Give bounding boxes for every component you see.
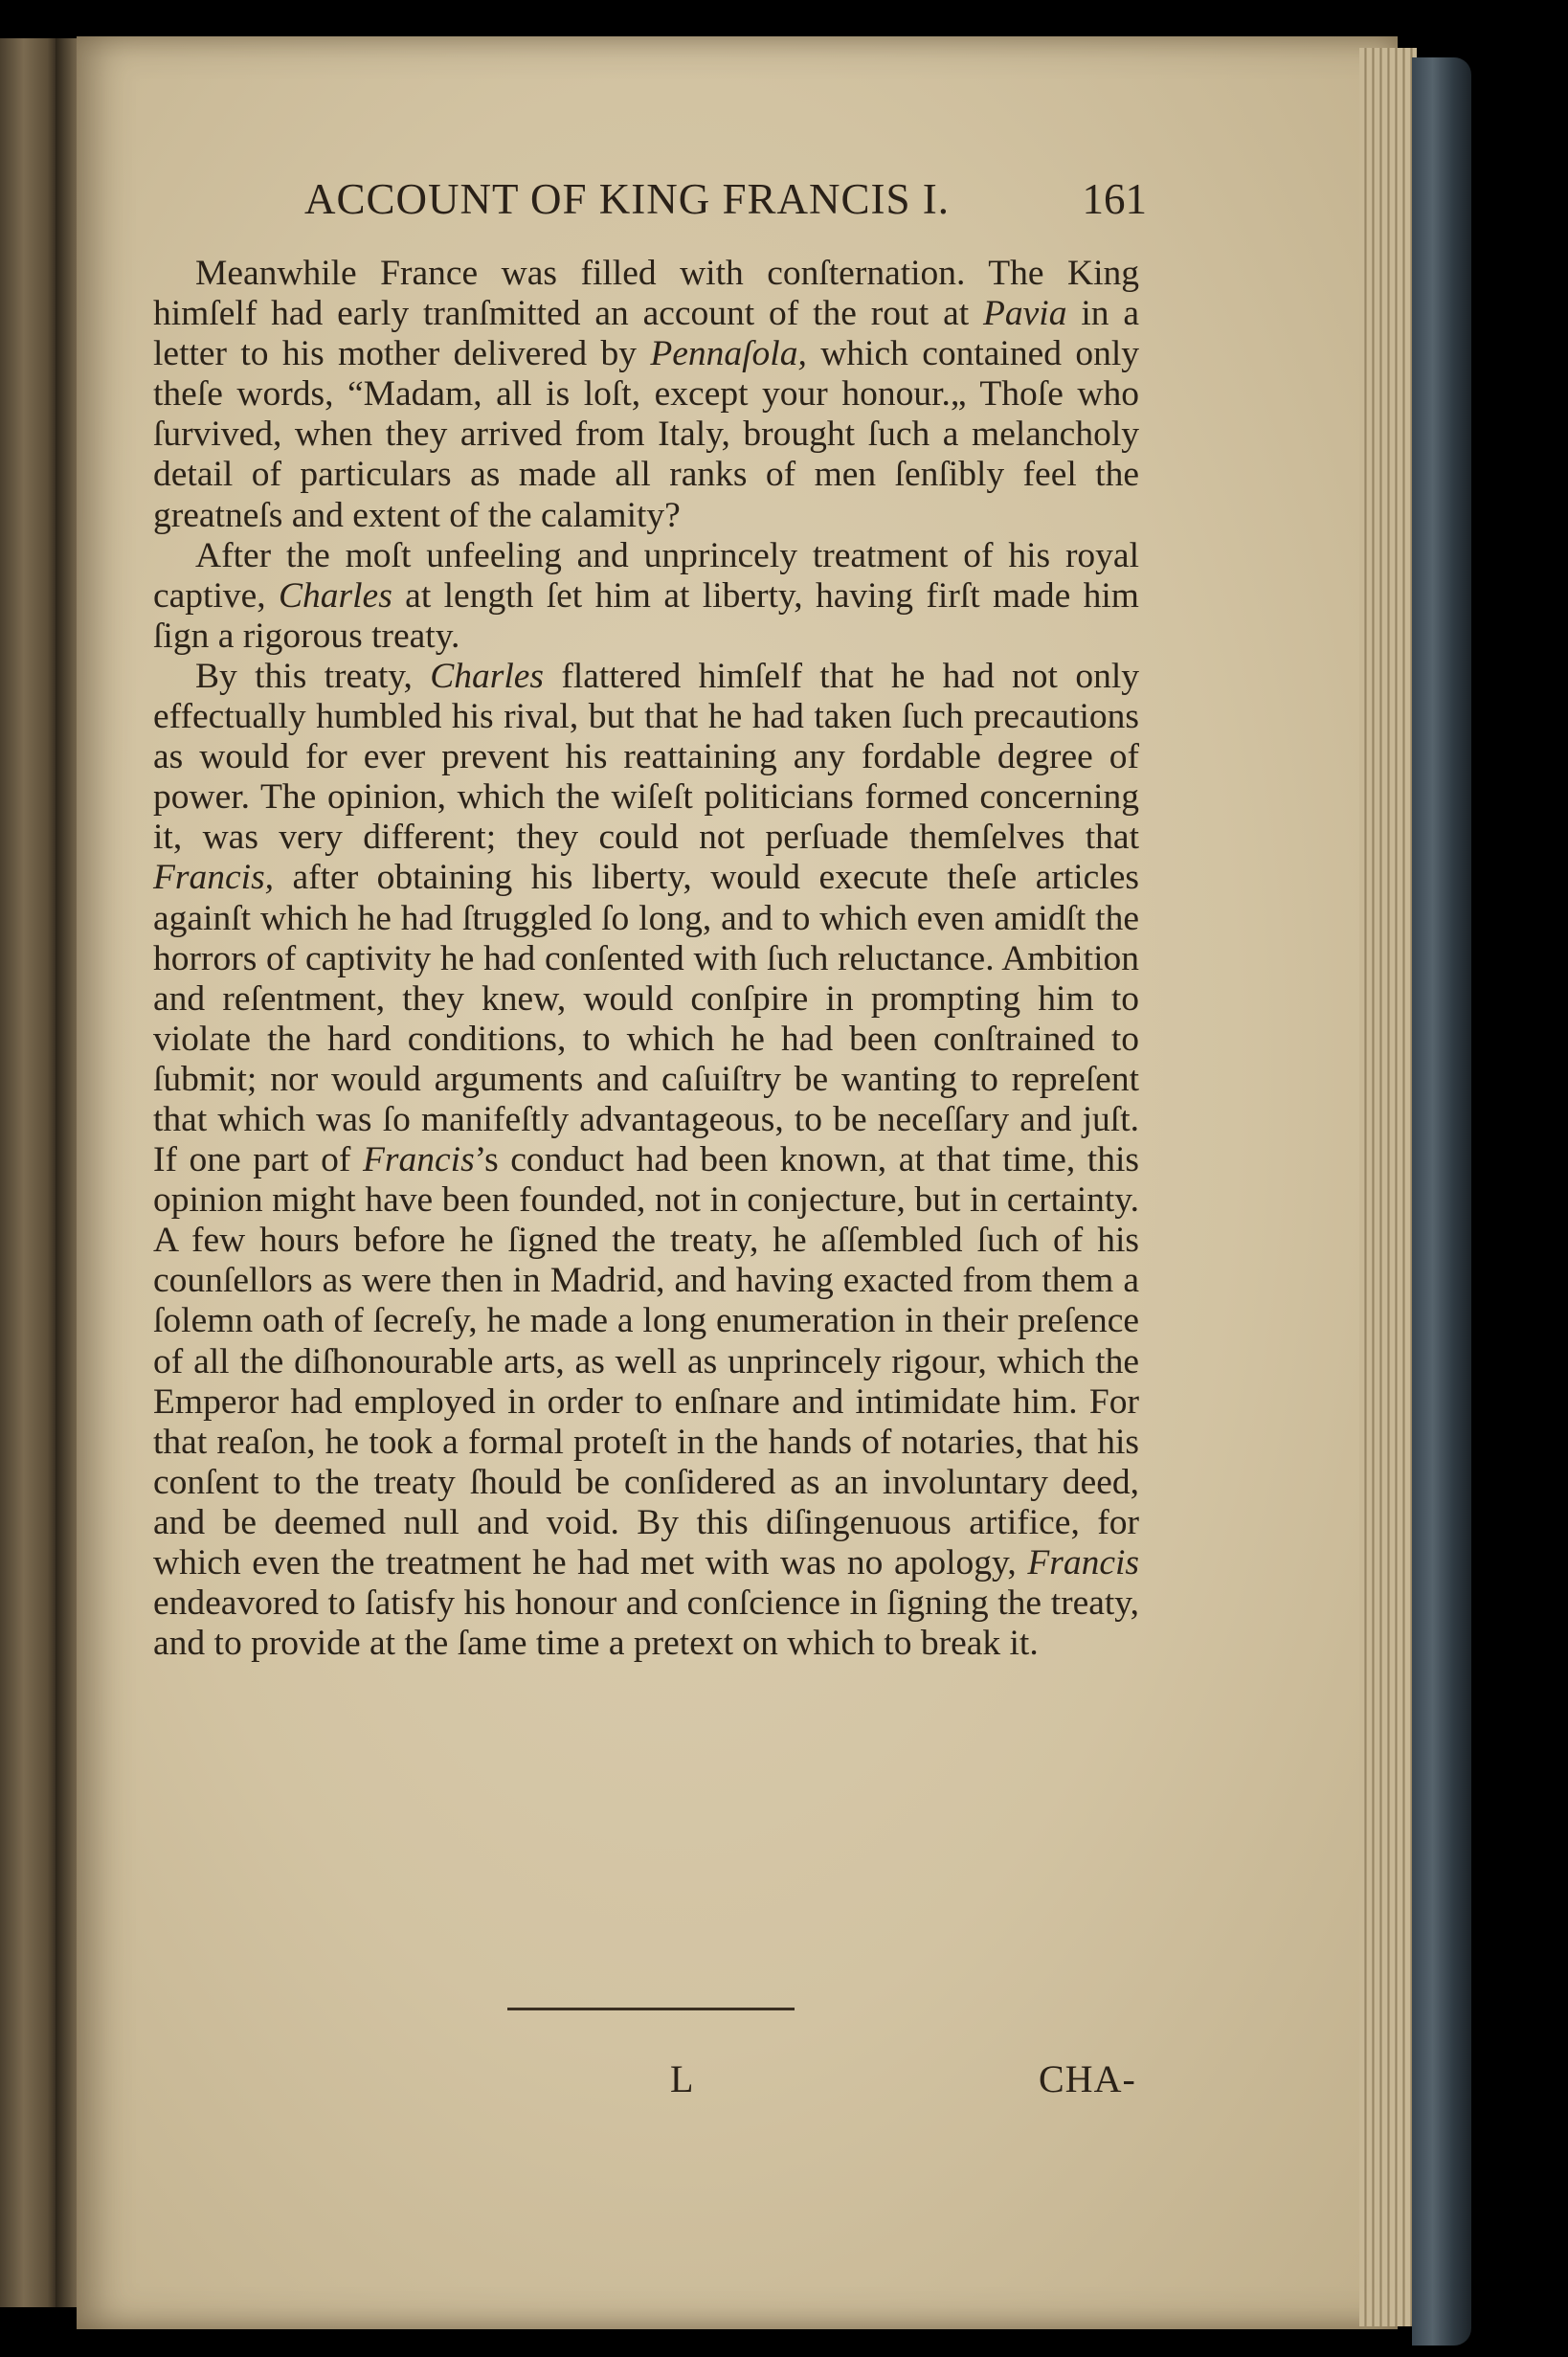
catchword: CHA- [1039,2057,1136,2100]
text-run: By this treaty, [195,656,431,696]
italic-name: Charles [279,575,392,616]
text-run: After the moſt unfeeling and unprincely treatment of his royal captive, [153,535,1139,616]
text-run: ’s conduct had been known, at that time, this opinion might have been founded, not in conjecture, but in certainty. A few hours before he ſigned the treaty, he aſſembled ſuch of his counſellors as were then in Madrid, and having exacted from them a ſolemn oath of ſecreſy, he made a long enumeration in their preſence of all the diſhonourable arts, as well as unprincely rigour, which the Emperor had employed in order to enſnare and intimidate him. For that reaſon, he took a formal proteſt in the hands of notaries, that his conſent to the treaty ſhould be conſidered as an involuntary deed, and be deemed null and void. By this diſingenuous artifice, for which even the treatment he had met with was no apology, [153,1140,1139,1583]
italic-name: Pavia [982,294,1067,334]
italic-name: Francis [1027,1543,1139,1583]
body-text [153,254,1139,1664]
text-run: which contained only theſe words, “Madam, all is loſt, except your honour.„ Thoſe who ſurvived, when they arrived from Italy, brought ſuch a melancholy detail of particulars as made all ranks of men ſenſibly feel the greatneſs and extent of the calamity? [153,334,1139,535]
italic-name: Charles [430,656,545,696]
book-cover [1412,57,1471,2346]
running-title: ACCOUNT OF KING FRANCIS I. [304,175,950,223]
italic-name: Francis, [153,858,275,898]
page-number: 161 [1082,175,1147,223]
italic-name: Francis [363,1140,475,1180]
text-run: at length ſet him at liberty, having firſt made him ſign a rigorous treaty. [153,575,1139,656]
paragraph [153,254,1139,536]
text-run: flattered himſelf that he had not only effectually humbled his rival, but that he had taken ſuch precautions as would for ever prevent his reattaining any fordable degree of power. The opinion, which the wiſeſt politicians formed concerning it, was very different; they could not perſuade themſelves that [153,656,1139,858]
paragraph [153,536,1139,657]
running-header [304,174,1147,232]
italic-name: Pennaſola, [650,334,807,374]
paragraph [153,657,1139,1664]
text-run: Meanwhile France was filled with conſternation. The King himſelf had early tranſmitted an account of the rout at [153,254,1139,334]
text-run: after obtaining his liberty, would execute theſe articles againſt which he had ſtruggled ſo long, and to which even amidſt the horrors of captivity he had conſented with ſuch reluctance. Ambition and reſentment, they knew, would conſpire in prompting him to violate the hard conditions, to which he had been conſtrained to ſubmit; nor would arguments and caſuiſtry be wanting to repreſent that which was ſo manifeſtly advantageous, to be neceſſary and juſt. If one part of [153,858,1139,1180]
page-edges [1359,48,1417,2326]
previous-page-edge [0,38,59,2307]
section-rule [507,2008,795,2010]
text-run: in a letter to his mother delivered by [153,294,1139,374]
signature-mark: L [670,2057,694,2100]
text-run: endeavored to ſatisfy his honour and conſcience in ſigning the treaty, and to provide at the ſame time a pretext on which to break it. [153,1583,1139,1664]
